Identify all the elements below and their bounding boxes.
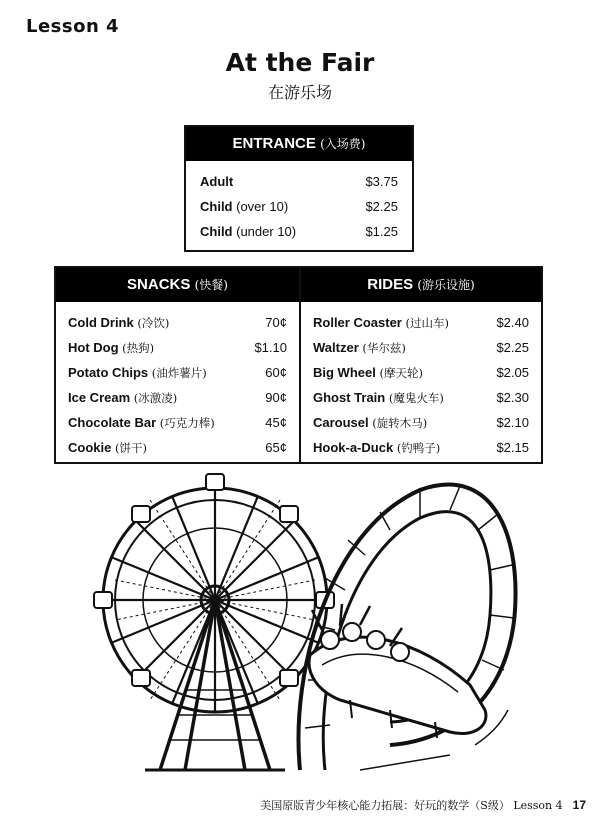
item-name: Hot Dog [68, 340, 119, 355]
lesson-label: Lesson 4 [26, 16, 120, 37]
item-name: Waltzer [313, 340, 359, 355]
footer-text: 美国原版青少年核心能力拓展：好玩的数学（S级） Lesson 4 [260, 799, 563, 812]
item-name-cn: (饼干) [114, 441, 147, 455]
snack-row [68, 410, 287, 435]
item-name: Potato Chips [68, 365, 149, 380]
fair-illustration [90, 470, 520, 790]
item-price: 70¢ [265, 315, 287, 330]
item-name-cn: (华尔兹) [362, 341, 406, 355]
entrance-row [200, 194, 398, 219]
item-name: Ice Cream [68, 390, 131, 405]
item-name: Hook-a-Duck [313, 440, 394, 455]
item-name: Adult [200, 174, 234, 189]
item-price: $2.40 [496, 315, 529, 330]
item-name: Chocolate Bar [68, 415, 157, 430]
item-name-cn: (旋转木马) [372, 416, 428, 430]
page-title: At the Fair [225, 48, 375, 77]
item-name-cn: (钓鸭子) [396, 441, 441, 455]
item-name-cn: (魔鬼火车) [388, 391, 444, 405]
snacks-title: SNACKS [127, 276, 191, 293]
rides-header [301, 268, 541, 302]
item-name-cn: (冰激凌) [133, 391, 178, 405]
item-name: Child [200, 199, 233, 214]
entrance-title: ENTRANCE [232, 135, 316, 152]
item-name: Cold Drink [68, 315, 134, 330]
snacks-title-cn: (快餐) [194, 278, 228, 292]
page-number: 17 [572, 798, 586, 812]
entrance-header [186, 127, 412, 161]
rides-title: RIDES [367, 276, 414, 293]
snack-row [68, 385, 287, 410]
snacks-table [54, 266, 301, 464]
ride-row [313, 410, 529, 435]
ride-row [313, 435, 529, 460]
page-subtitle: 在游乐场 [267, 83, 332, 102]
item-qualifier: (over 10) [236, 199, 289, 214]
item-name-cn: (油炸薯片) [151, 366, 207, 380]
item-qualifier: (under 10) [236, 224, 297, 239]
entrance-row [200, 169, 398, 194]
item-price: $2.25 [496, 340, 529, 355]
item-name-cn: (冷饮) [137, 316, 170, 330]
item-price: 90¢ [265, 390, 287, 405]
item-name: Big Wheel [313, 365, 376, 380]
ride-row [313, 360, 529, 385]
item-price: $1.10 [254, 340, 287, 355]
item-name-cn: (热狗) [122, 341, 155, 355]
rides-title-cn: (游乐设施) [417, 278, 475, 292]
item-name: Roller Coaster [313, 315, 402, 330]
snack-row [68, 435, 287, 460]
item-name-cn: (过山车) [405, 316, 449, 330]
entrance-row [200, 219, 398, 244]
ride-row [313, 310, 529, 335]
item-price: $2.30 [496, 390, 529, 405]
item-name: Carousel [313, 415, 369, 430]
item-price: 60¢ [265, 365, 287, 380]
item-price: $2.15 [496, 440, 529, 455]
item-price: $2.25 [365, 199, 398, 214]
item-name-cn: (巧克力棒) [159, 416, 215, 430]
snack-row [68, 335, 287, 360]
ride-row [313, 335, 529, 360]
item-price: 65¢ [265, 440, 287, 455]
entrance-title-cn: (入场费) [320, 137, 366, 151]
snack-row [68, 360, 287, 385]
item-price: $2.10 [496, 415, 529, 430]
snack-row [68, 310, 287, 335]
ride-row [313, 385, 529, 410]
item-name: Ghost Train [313, 390, 386, 405]
item-name-cn: (摩天轮) [379, 366, 423, 380]
item-price: 45¢ [265, 415, 287, 430]
page-footer [0, 797, 586, 813]
entrance-table [184, 125, 414, 252]
item-price: $3.75 [365, 174, 398, 189]
item-name: Cookie [68, 440, 112, 455]
rides-table [299, 266, 543, 464]
item-price: $2.05 [496, 365, 529, 380]
item-name: Child [200, 224, 233, 239]
item-price: $1.25 [365, 224, 398, 239]
roller-coaster-drawing [299, 485, 516, 770]
snacks-header [56, 268, 299, 302]
